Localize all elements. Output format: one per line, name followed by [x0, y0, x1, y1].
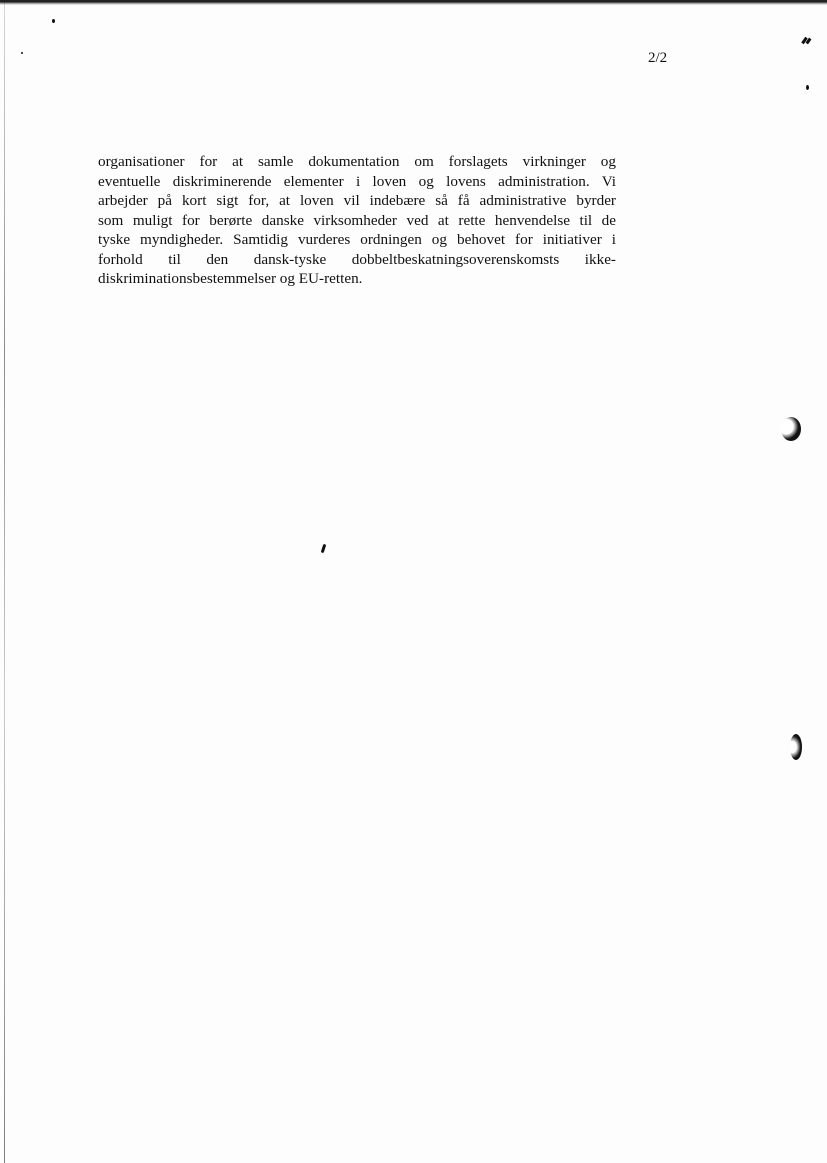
scan-speck [52, 19, 55, 23]
body-line: forhold til den dansk-tyske dobbeltbeskatningsoverenskomsts ikke- [98, 250, 616, 268]
body-line: diskriminationsbestemmelser og EU-retten. [98, 270, 363, 287]
scan-speck [321, 544, 327, 553]
scan-speck [21, 52, 23, 54]
punch-hole-shadow [781, 417, 801, 441]
scan-left-edge [4, 0, 5, 1163]
scan-top-edge [0, 0, 827, 5]
body-line: eventuelle diskriminerende elementer i loven og lovens administration. Vi [98, 172, 616, 190]
body-line: organisationer for at samle dokumentation om forslagets virkninger og [98, 153, 616, 170]
punch-hole-shadow [790, 734, 802, 760]
body-line: som muligt for berørte danske virksomheder ved at rette henvendelse til de [98, 211, 616, 229]
body-line: arbejder på kort sigt for, at loven vil indebære så få administrative byrder [98, 192, 616, 209]
scan-speck [806, 85, 809, 90]
body-paragraph [98, 152, 616, 289]
body-line: tyske myndigheder. Samtidig vurderes ordningen og behovet for initiativer i [98, 231, 616, 248]
page-number: 2/2 [648, 50, 668, 66]
